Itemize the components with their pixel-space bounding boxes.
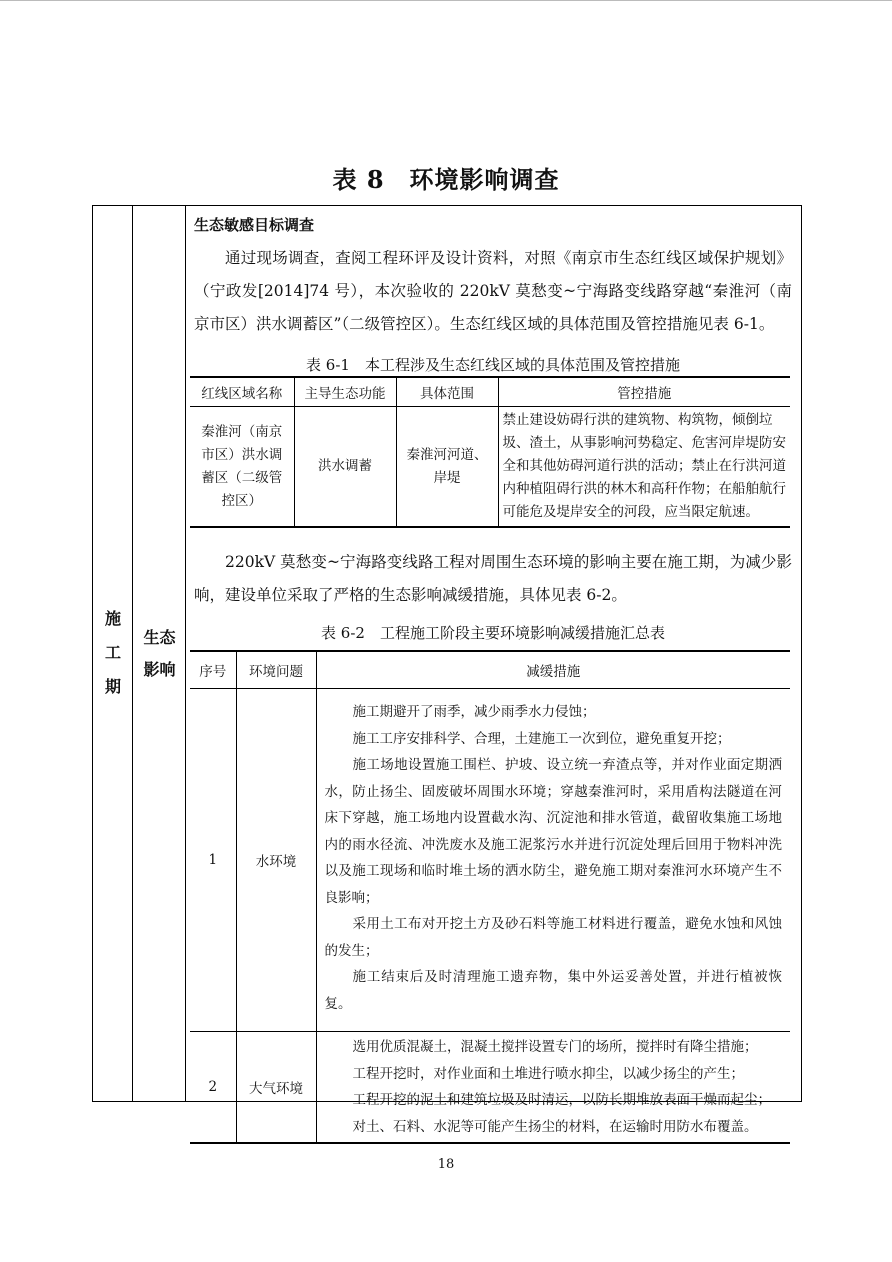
header-cell: 减缓措施 [316,651,790,689]
measure-item: 施工结束后及时清理施工遗弃物，集中外运妥善处置，并进行植被恢复。 [324,969,782,1012]
row-number: 2 [190,1032,236,1144]
row-number: 1 [190,689,236,1032]
content-cell [186,206,801,1135]
measure-item: 施工场地设置施工围栏、护坡、设立统一弃渣点等，并对作业面定期洒水，防止扬尘、固废破坏周围水环境；穿越秦淮河时，采用盾构法隧道在河床下穿越，施工场地内设置截水沟、沉淀池和排水管道，截留收集施工场地内的雨水径流、冲洗废水及施工泥浆污水并进行沉淀处理后回用于物料冲洗以及施工现场和临时堆土场的洒水防尘，避免施工期对秦淮河水环境产生不良影响； [324,757,782,906]
table1-caption: 表 6-1 本工程涉及生态红线区域的具体范围及管控措施 [306,356,680,374]
category-column [133,206,186,1101]
header-cell: 具体范围 [396,377,498,407]
top-rule [0,0,892,1]
measure-item: 施工期避开了雨季，减少雨季水力侵蚀； [352,704,596,720]
function-cell: 洪水调蓄 [294,407,396,528]
measures-cell: 禁止建设妨碍行洪的建筑物、构筑物，倾倒垃圾、渣土，从事影响河势稳定、危害河岸堤防安全和其他妨碍河道行洪的活动；禁止在行洪河道内种植阻碍行洪的林木和高秆作物；在船舶航行可能危及堤岸安全的河段，应当限定航速。 [498,407,790,528]
table2-caption: 表 6-2 工程施工阶段主要环境影响减缓措施汇总表 [321,624,665,642]
measure-item: 选用优质混凝土，混凝土搅拌设置专门的场所，搅拌时有降尘措施； [352,1039,758,1055]
issue-cell: 水环境 [236,689,316,1032]
measure-item: 对土、石料、水泥等可能产生扬尘的材料，在运输时用防水布覆盖。 [352,1118,758,1135]
table-row [190,1032,790,1144]
phase-column [93,206,133,1101]
issue-cell: 大气环境 [236,1032,316,1144]
table-row [190,407,790,528]
intro-paragraph: 通过现场调查，查阅工程环评及设计资料，对照《南京市生态红线区域保护规划》（宁政发[2014]74 号），本次验收的 220kV 莫愁变~宁海路变线路穿越“秦淮河（南京市区）洪水调蓄区”（二级管控区）。生态红线区域的具体范围及管控措施见表 6-1。 [194,249,792,333]
survey-table [92,205,802,1135]
measure-item: 工程开挖的泥土和建筑垃圾及时清运，以防长期堆放表面干燥而起尘； [352,1092,771,1108]
section-heading: 生态敏感目标调查 [194,216,315,234]
phase-label: 施 工 期 [104,609,121,696]
header-cell: 主导生态功能 [294,377,396,407]
header-cell: 环境问题 [236,651,316,689]
page-number: 18 [437,1157,455,1172]
measures-cell [316,1032,790,1144]
measures-cell [316,689,790,1032]
header-cell: 管控措施 [498,377,790,407]
mitigation-table [190,650,790,1144]
measure-item: 施工工序安排科学、合理，土建施工一次到位，避免重复开挖； [352,730,731,747]
header-cell: 红线区域名称 [190,377,294,407]
table-header-row [190,377,790,407]
scope-cell: 秦淮河河道、岸堤 [396,407,498,528]
table-row [190,689,790,1032]
category-label: 生态 影响 [143,628,176,679]
area-name-cell: 秦淮河（南京市区）洪水调蓄区（二级管控区） [190,407,294,528]
header-cell: 序号 [190,651,236,689]
redline-table [190,376,790,528]
measure-item: 工程开挖时，对作业面和土堆进行喷水抑尘，以减少扬尘的产生； [352,1065,744,1082]
mid-paragraph: 220kV 莫愁变~宁海路变线路工程对周围生态环境的影响主要在施工期，为减少影响，建设单位采取了严格的生态影响减缓措施，具体见表 6-2。 [194,553,792,604]
page-title: 表 8 环境影响调查 [332,165,560,194]
table-header-row [190,651,790,689]
measure-item: 采用土工布对开挖土方及砂石料等施工材料进行覆盖，避免水蚀和风蚀的发生； [324,916,782,959]
